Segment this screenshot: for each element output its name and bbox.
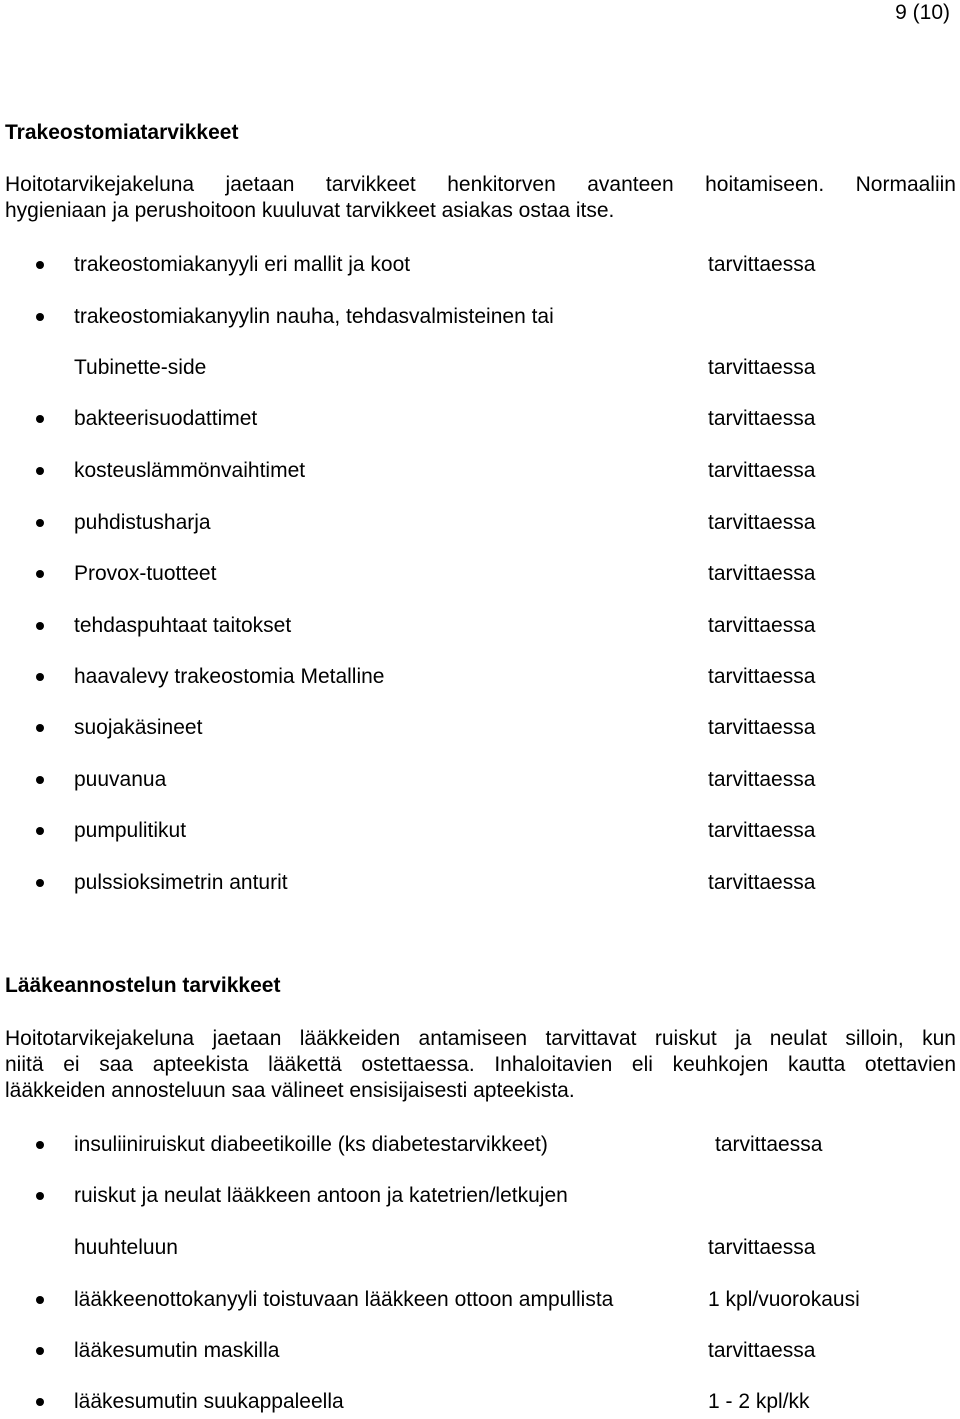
item-label: trakeostomiakanyylin nauha, tehdasvalmisteinen tai [74, 305, 554, 328]
bullet-icon [36, 415, 44, 423]
list-item [0, 767, 960, 793]
item-label: Tubinette-side [74, 356, 207, 379]
bullet-icon [36, 1192, 44, 1200]
item-quantity: tarvittaessa [708, 768, 816, 791]
item-quantity: 1 - 2 kpl/kk [708, 1390, 810, 1413]
item-label: pulssioksimetrin anturit [74, 871, 288, 894]
section-heading-tracheostomy: Trakeostomiatarvikkeet [5, 121, 239, 144]
item-label: lääkesumutin maskilla [74, 1339, 280, 1362]
item-label: kosteuslämmönvaihtimet [74, 459, 306, 482]
section-paragraph-medication [5, 1026, 956, 1104]
item-quantity: tarvittaessa [708, 819, 816, 842]
item-label: tehdaspuhtaat taitokset [74, 614, 292, 637]
item-quantity: tarvittaessa [708, 459, 816, 482]
list-item [0, 1287, 960, 1313]
bullet-icon [36, 570, 44, 578]
item-label: Provox-tuotteet [74, 562, 217, 585]
list-item [0, 304, 960, 330]
item-quantity: tarvittaessa [708, 614, 816, 637]
item-quantity: tarvittaessa [708, 1236, 816, 1259]
item-label: suojakäsineet [74, 716, 203, 739]
item-quantity: tarvittaessa [708, 871, 816, 894]
list-item [0, 1132, 960, 1158]
list-item [0, 252, 960, 278]
item-quantity: tarvittaessa [708, 665, 816, 688]
bullet-icon [36, 724, 44, 732]
item-quantity: 1 kpl/vuorokausi [708, 1288, 860, 1311]
bullet-icon [36, 261, 44, 269]
paragraph-line: lääkkeiden annosteluun saa välineet ensisijaisesti apteekista. [5, 1079, 575, 1102]
item-label: insuliiniruiskut diabeetikoille (ks diabetestarvikkeet) [74, 1133, 548, 1156]
list-item [0, 664, 960, 690]
item-quantity: tarvittaessa [708, 407, 816, 430]
bullet-icon [36, 879, 44, 887]
bullet-icon [36, 519, 44, 527]
list-item [0, 1389, 960, 1415]
bullet-icon [36, 313, 44, 321]
item-label: lääkkeenottokanyyli toistuvaan lääkkeen ottoon ampullista [74, 1288, 614, 1311]
bullet-icon [36, 467, 44, 475]
bullet-icon [36, 776, 44, 784]
item-label: puuvanua [74, 768, 167, 791]
item-label: trakeostomiakanyyli eri mallit ja koot [74, 253, 411, 276]
item-label: lääkesumutin suukappaleella [74, 1390, 344, 1413]
item-label: bakteerisuodattimet [74, 407, 258, 430]
bullet-icon [36, 1347, 44, 1355]
item-quantity: tarvittaessa [708, 716, 816, 739]
list-item [0, 818, 960, 844]
bullet-icon [36, 1398, 44, 1406]
list-item [0, 510, 960, 536]
list-item [0, 561, 960, 587]
bullet-icon [36, 673, 44, 681]
list-item [0, 1183, 960, 1209]
item-label: haavalevy trakeostomia Metalline [74, 665, 385, 688]
bullet-icon [36, 1141, 44, 1149]
bullet-icon [36, 1296, 44, 1304]
bullet-icon [36, 827, 44, 835]
list-item-continuation [0, 1235, 960, 1261]
paragraph-line: hygieniaan ja perushoitoon kuuluvat tarvikkeet asiakas ostaa itse. [5, 199, 615, 222]
section-heading-medication: Lääkeannostelun tarvikkeet [5, 974, 281, 997]
list-item [0, 870, 960, 896]
paragraph-line: Hoitotarvikejakeluna jaetaan tarvikkeet henkitorven avanteen hoitamiseen. Normaaliin [5, 173, 956, 196]
item-quantity: tarvittaessa [715, 1133, 823, 1156]
item-quantity: tarvittaessa [708, 253, 816, 276]
list-item [0, 613, 960, 639]
item-label: ruiskut ja neulat lääkkeen antoon ja katetrien/letkujen [74, 1184, 568, 1207]
item-label: huuhteluun [74, 1236, 178, 1259]
item-quantity: tarvittaessa [708, 562, 816, 585]
item-quantity: tarvittaessa [708, 511, 816, 534]
item-quantity: tarvittaessa [708, 356, 816, 379]
list-item [0, 406, 960, 432]
item-label: pumpulitikut [74, 819, 187, 842]
paragraph-line: Hoitotarvikejakeluna jaetaan lääkkeiden antamiseen tarvittavat ruiskut ja neulat silloin, kun [5, 1027, 956, 1050]
list-item [0, 715, 960, 741]
section-paragraph-tracheostomy [5, 172, 956, 224]
bullet-icon [36, 622, 44, 630]
list-item [0, 1338, 960, 1364]
item-quantity: tarvittaessa [708, 1339, 816, 1362]
page-number: 9 (10) [895, 1, 950, 24]
item-label: puhdistusharja [74, 511, 211, 534]
list-item [0, 458, 960, 484]
paragraph-line: niitä ei saa apteekista lääkettä ostettaessa. Inhaloitavien eli keuhkojen kautta otettavien [5, 1053, 956, 1076]
list-item-continuation [0, 355, 960, 381]
